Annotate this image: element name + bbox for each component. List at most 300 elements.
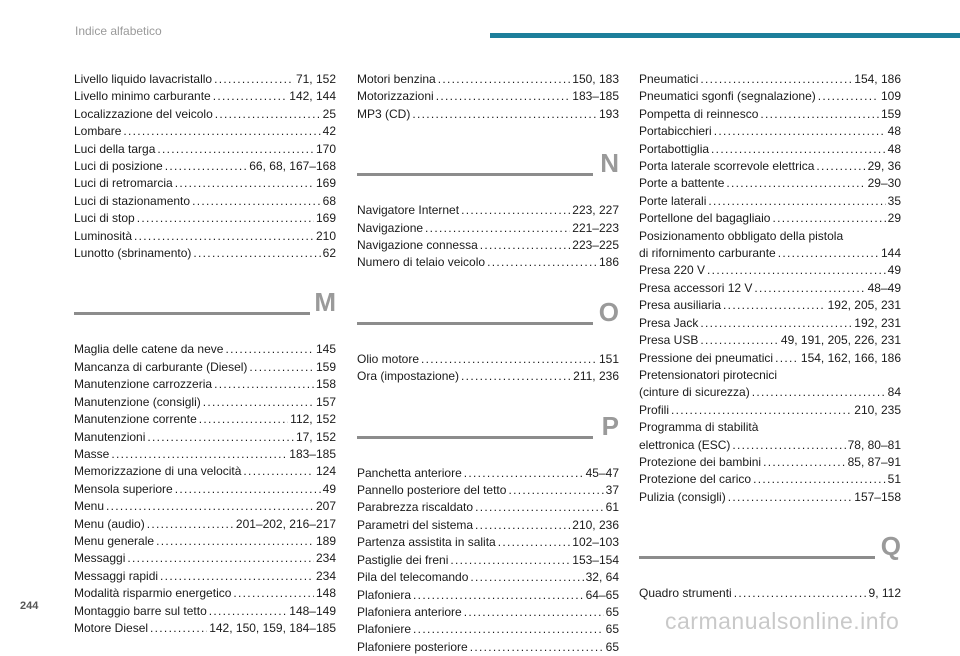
index-entry[interactable] [357, 351, 619, 368]
index-entry[interactable] [639, 454, 901, 471]
dot-leader [728, 489, 853, 506]
index-entry-term: Mancanza di carburante (Diesel) [74, 359, 248, 374]
index-entry-term: Localizzazione del veicolo [74, 106, 213, 121]
index-entry[interactable] [639, 245, 901, 262]
index-entry-term: Messaggi [74, 551, 126, 566]
index-entry-term: Luci di retromarcia [74, 176, 173, 191]
index-entry-term: Presa ausiliaria [639, 298, 722, 313]
index-entry[interactable] [639, 88, 901, 105]
dot-leader [165, 158, 248, 175]
index-entry-term: Navigazione connessa [357, 238, 478, 253]
index-entry-term: Presa 220 V [639, 263, 706, 278]
index-entry-pages: 35 [887, 193, 901, 208]
index-entry-pages: 65 [605, 622, 619, 637]
index-entry[interactable] [74, 376, 336, 393]
index-entry-pages: 192, 231 [854, 315, 901, 330]
index-entry-term: Protezione del carico [639, 472, 752, 487]
index-entry[interactable] [639, 193, 901, 210]
index-entry[interactable] [357, 604, 619, 621]
index-entry[interactable] [639, 210, 901, 227]
index-entry[interactable] [74, 481, 336, 498]
index-entry-term: Pila del telecomando [357, 570, 469, 585]
index-entry[interactable] [639, 158, 901, 175]
index-entry-term: Luci di posizione [74, 159, 163, 174]
dot-leader [425, 220, 570, 237]
index-entry-term: Pneumatici sgonfi (segnalazione) [639, 89, 816, 104]
index-entry[interactable] [639, 402, 901, 419]
index-entry-pages: 142, 150, 159, 184–185 [209, 620, 336, 635]
page-number: 244 [20, 600, 39, 612]
dot-leader [464, 465, 584, 482]
index-entry-pages: 102–103 [572, 535, 619, 550]
index-entry[interactable] [74, 498, 336, 515]
index-entry[interactable] [639, 332, 901, 349]
index-entry[interactable] [74, 106, 336, 123]
index-entry-pages: 66, 68, 167–168 [249, 159, 336, 174]
dot-leader [752, 384, 886, 401]
index-entry-pages: 29–30 [867, 176, 901, 191]
index-entry-pages: 210, 236 [572, 517, 619, 532]
index-entry-pages: 157 [315, 394, 336, 409]
dot-leader [818, 88, 879, 105]
dot-leader [461, 202, 570, 219]
index-entry[interactable] [74, 394, 336, 411]
section-letter: P [601, 410, 619, 441]
section-letter: M [314, 287, 336, 318]
index-entry-pages: 159 [315, 359, 336, 374]
index-entry-term: Portabottiglia [639, 141, 710, 156]
index-entry[interactable] [357, 517, 619, 534]
index-entry-pages: 48 [887, 141, 901, 156]
index-entry[interactable] [357, 465, 619, 482]
section-header [357, 410, 619, 460]
dot-leader [233, 585, 314, 602]
dot-leader [203, 394, 314, 411]
dot-leader [775, 350, 799, 367]
section-rule [639, 556, 875, 559]
index-entry-pages: 223, 227 [572, 203, 619, 218]
index-entry[interactable] [357, 106, 619, 123]
index-entry[interactable] [639, 123, 901, 140]
dot-leader [150, 620, 207, 637]
index-entry-term: Pompetta di reinnesco [639, 106, 759, 121]
index-entry-pages: 189 [315, 533, 336, 548]
index-entry-term: Plafoniera [357, 587, 412, 602]
index-entry-pages: 32, 64 [585, 570, 619, 585]
index-entry-pages: 170 [315, 141, 336, 156]
index-entry-term: Messaggi rapidi [74, 568, 159, 583]
index-entry-term: Motorizzazioni [357, 89, 434, 104]
index-entry-term: di rifornimento carburante [639, 246, 776, 261]
index-entry[interactable] [74, 429, 336, 446]
index-entry-pages: 29, 36 [867, 159, 901, 174]
index-entry-term: Memorizzazione di una velocità [74, 464, 242, 479]
index-entry-pages: 158 [315, 377, 336, 392]
index-entry[interactable] [74, 463, 336, 480]
index-entry-term: Partenza assistita in salita [357, 535, 496, 550]
dot-leader [723, 297, 826, 314]
index-entry-term: Pannello posteriore del tetto [357, 483, 507, 498]
index-entry-pages: 234 [315, 551, 336, 566]
section-header [74, 287, 336, 336]
index-entry-term: Quadro strumenti [639, 586, 732, 601]
index-entry-pages: 169 [315, 211, 336, 226]
index-entry-term: Montaggio barre sul tetto [74, 603, 207, 618]
dot-leader [157, 141, 314, 158]
dot-leader [243, 463, 314, 480]
index-entry-pages: 192, 205, 231 [827, 298, 901, 313]
dot-leader [470, 569, 583, 586]
dot-leader [225, 341, 314, 358]
dot-leader [413, 621, 604, 638]
dot-leader [778, 245, 879, 262]
index-entry[interactable] [74, 193, 336, 210]
index-entry-term: MP3 (CD) [357, 106, 411, 121]
index-entry[interactable] [74, 446, 336, 463]
index-entry[interactable] [357, 552, 619, 569]
dot-leader [711, 141, 886, 158]
index-entry-pages: 193 [598, 106, 619, 121]
index-entry[interactable] [639, 141, 901, 158]
section-header [357, 148, 619, 197]
index-entry[interactable] [74, 516, 336, 533]
index-entry[interactable] [639, 71, 901, 88]
index-entry-pages: 207 [315, 499, 336, 514]
index-entry-term: Livello minimo carburante [74, 89, 211, 104]
dot-leader [147, 429, 294, 446]
dot-leader [413, 587, 584, 604]
index-entry-term: Livello liquido lavacristallo [74, 72, 213, 86]
index-entry-term: Porte laterali [639, 193, 707, 208]
index-entry[interactable] [639, 489, 901, 506]
header-accent-bar [490, 33, 960, 38]
index-column-2 [357, 71, 619, 656]
dot-leader [412, 106, 597, 123]
index-entry-pages: 148–149 [289, 603, 336, 618]
section-letter: O [598, 296, 619, 327]
index-entry-pages: 78, 80–81 [847, 437, 901, 452]
index-entry[interactable] [357, 621, 619, 638]
index-entry-pages: 183–185 [289, 446, 336, 461]
index-entry-heading: Programma di stabilità [639, 420, 759, 435]
dot-leader [421, 351, 597, 368]
index-entry-pages: 49 [322, 481, 336, 496]
dot-leader [193, 245, 320, 262]
dot-leader [249, 359, 314, 376]
index-entry-term: Luci della targa [74, 141, 156, 156]
index-entry[interactable] [74, 411, 336, 428]
dot-leader [436, 88, 571, 105]
dot-leader [760, 106, 879, 123]
index-entry-pages: 68 [322, 193, 336, 208]
index-entry-pages: 148 [315, 586, 336, 601]
dot-leader [772, 210, 885, 227]
index-entry[interactable] [639, 437, 901, 454]
index-entry-pages: 37 [605, 483, 619, 498]
index-entry-term: Portabicchieri [639, 124, 712, 139]
dot-leader [671, 402, 852, 419]
index-entry-pages: 84 [887, 385, 901, 400]
dot-leader [726, 175, 865, 192]
index-entry-term: Motore Diesel [74, 620, 149, 635]
dot-leader [192, 193, 321, 210]
index-entry-pages: 151 [598, 351, 619, 366]
index-entry[interactable] [74, 533, 336, 550]
dot-leader [461, 368, 571, 385]
index-entry-pages: 64–65 [585, 587, 619, 602]
index-entry-pages: 49, 191, 205, 226, 231 [780, 333, 901, 348]
section-header [357, 296, 619, 346]
index-entry-term: Porta laterale scorrevole elettrica [639, 159, 815, 174]
index-entry-term: Portellone del bagagliaio [639, 211, 771, 226]
section-letter: N [600, 148, 619, 179]
index-entry-term: Parametri del sistema [357, 517, 474, 532]
section-rule [357, 322, 593, 325]
index-entry-pages: 169 [315, 176, 336, 191]
index-entry-term: (cinture di sicurezza) [639, 385, 750, 400]
dot-leader [732, 437, 845, 454]
watermark: carmanualsonline.info [665, 608, 900, 634]
index-entry-term: Presa accessori 12 V [639, 280, 753, 295]
index-entry-pages: 62 [322, 246, 336, 261]
index-entry-term: Masse [74, 446, 110, 461]
index-entry-term: Pastiglie dei freni [357, 552, 449, 567]
index-entry[interactable] [357, 534, 619, 551]
dot-leader [134, 228, 314, 245]
index-entry-pages: 29 [887, 211, 901, 226]
index-entry[interactable] [74, 123, 336, 140]
index-entry-pages: 109 [880, 89, 901, 104]
index-entry-term: Numero di telaio veicolo [357, 255, 486, 270]
dot-leader [714, 123, 886, 140]
dot-leader [754, 280, 865, 297]
index-entry[interactable] [74, 175, 336, 192]
index-entry-pages: 65 [605, 639, 619, 654]
index-entry-term: Profili [639, 402, 670, 417]
index-entry-term: Luci di stop [74, 211, 135, 226]
dot-leader [508, 482, 603, 499]
index-entry-pages: 210, 235 [854, 402, 901, 417]
index-entry-pages: 49 [887, 263, 901, 278]
section-rule [357, 173, 593, 176]
dot-leader [707, 262, 886, 279]
index-entry-pages: 210 [315, 228, 336, 243]
index-entry-pages: 153–154 [572, 552, 619, 567]
index-entry-term: Pulizia (consigli) [639, 489, 726, 504]
index-entry[interactable] [74, 550, 336, 567]
index-entry[interactable] [639, 175, 901, 192]
section-rule [357, 436, 593, 439]
index-entry-term: Luminosità [74, 228, 133, 243]
index-entry-pages: 221–223 [572, 220, 619, 235]
dot-leader [708, 193, 885, 210]
section-rule [74, 312, 310, 315]
dot-leader [475, 499, 604, 516]
dot-leader [175, 175, 314, 192]
dot-leader [816, 158, 865, 175]
index-entry-pages: 25 [322, 106, 336, 121]
dot-leader [498, 534, 571, 551]
index-entry[interactable] [74, 568, 336, 585]
index-entry-heading: Posizionamento obbligato della pistola [639, 228, 844, 243]
index-entry-term: Manutenzione carrozzeria [74, 377, 213, 392]
dot-leader [199, 411, 288, 428]
index-entry-term: Menu generale [74, 533, 155, 548]
index-entry-term: Menu (audio) [74, 516, 145, 531]
index-entry-term: Motori benzina [357, 72, 436, 86]
index-entry-term: Olio motore [357, 351, 420, 366]
index-entry[interactable] [74, 245, 336, 262]
index-entry-term: Presa USB [639, 333, 699, 348]
dot-leader [213, 88, 288, 105]
index-entry[interactable] [639, 106, 901, 123]
index-entry-pages: 157–158 [854, 489, 901, 504]
index-entry-term: Menu [74, 499, 105, 514]
index-entry-pages: 159 [880, 106, 901, 121]
dot-leader [160, 568, 314, 585]
index-entry[interactable] [74, 210, 336, 227]
dot-leader [700, 71, 852, 88]
index-entry-pages: 142, 144 [289, 89, 336, 104]
dot-leader [214, 71, 294, 88]
index-entry[interactable] [357, 482, 619, 499]
dot-leader [464, 604, 604, 621]
dot-leader [487, 254, 597, 271]
index-entry[interactable] [639, 471, 901, 488]
dot-leader [480, 237, 571, 254]
index-entry-pages: 85, 87–91 [847, 454, 901, 469]
section-header [639, 531, 901, 580]
index-entry[interactable] [357, 237, 619, 254]
index-entry[interactable] [357, 639, 619, 656]
index-entry-term: Presa Jack [639, 315, 699, 330]
index-entry-pages: 61 [605, 500, 619, 515]
index-entry-term: Maglia delle catene da neve [74, 342, 224, 357]
dot-leader [209, 603, 288, 620]
index-entry[interactable] [74, 158, 336, 175]
index-entry-term: Manutenzione (consigli) [74, 394, 201, 409]
dot-leader [700, 332, 779, 349]
index-entry-pages: 211, 236 [573, 369, 619, 384]
dot-leader [111, 446, 287, 463]
index-entry-term: Panchetta anteriore [357, 465, 462, 480]
index-entry-pages: 71, 152 [295, 72, 336, 86]
index-entry[interactable] [639, 280, 901, 297]
dot-leader [753, 471, 886, 488]
index-entry-pages: 51 [887, 472, 901, 487]
index-entry-term: Parabrezza riscaldato [357, 500, 474, 515]
index-entry[interactable] [74, 88, 336, 105]
index-entry-term: Plafoniera anteriore [357, 604, 462, 619]
index-entry-term: Pressione dei pneumatici [639, 350, 774, 365]
index-entry[interactable] [639, 585, 901, 602]
index-entry[interactable] [74, 359, 336, 376]
dot-leader [470, 639, 604, 656]
index-entry-pages: 145 [315, 342, 336, 357]
index-entry[interactable] [357, 220, 619, 237]
index-entry-term: Pneumatici [639, 72, 699, 86]
index-entry-term: Navigazione [357, 220, 424, 235]
dot-leader [763, 454, 846, 471]
index-entry-term: elettronica (ESC) [639, 437, 731, 452]
dot-leader [175, 481, 321, 498]
index-entry-term: Lunotto (sbrinamento) [74, 246, 192, 261]
index-entry[interactable] [357, 88, 619, 105]
index-entry[interactable] [357, 202, 619, 219]
index-entry-pages: 42 [322, 124, 336, 139]
index-entry[interactable] [74, 71, 336, 88]
index-entry[interactable] [639, 297, 901, 314]
index-entry-pages: 48 [887, 124, 901, 139]
index-entry-term: Manutenzione corrente [74, 412, 197, 427]
dot-leader [137, 210, 314, 227]
dot-leader [215, 106, 321, 123]
dot-leader [147, 516, 234, 533]
index-entry-term: Ora (impostazione) [357, 369, 460, 384]
index-entry[interactable] [357, 499, 619, 516]
index-entry-term: Protezione dei bambini [639, 454, 762, 469]
index-entry[interactable] [74, 228, 336, 245]
index-entry-pages: 65 [605, 604, 619, 619]
index-entry-pages: 112, 152 [290, 412, 336, 427]
dot-leader [123, 123, 320, 140]
index-entry[interactable] [74, 603, 336, 620]
dot-leader [700, 315, 852, 332]
index-entry-pages: 183–185 [572, 89, 619, 104]
index-entry-term: Manutenzioni [74, 429, 146, 444]
index-entry[interactable] [74, 141, 336, 158]
dot-leader [156, 533, 314, 550]
index-entry-term: Porte a battente [639, 176, 725, 191]
index-entry[interactable] [639, 384, 901, 401]
index-entry[interactable] [74, 620, 336, 637]
index-entry[interactable] [639, 262, 901, 279]
index-entry-pages: 48–49 [867, 280, 901, 295]
index-entry-pages: 201–202, 216–217 [235, 516, 336, 531]
dot-leader [214, 376, 314, 393]
index-entry-pages: 234 [315, 568, 336, 583]
dot-leader [475, 517, 570, 534]
index-entry[interactable] [639, 350, 901, 367]
index-entry-pages: 124 [315, 464, 336, 479]
index-entry-pages: 223–225 [572, 238, 619, 253]
index-entry-term: Navigatore Internet [357, 203, 460, 218]
dot-leader [450, 552, 570, 569]
index-entry[interactable] [74, 585, 336, 602]
index-entry-pages: 45–47 [585, 465, 619, 480]
index-entry-pages: 9, 112 [868, 586, 901, 601]
dot-leader [734, 585, 867, 602]
index-entry-term: Plafoniere posteriore [357, 639, 468, 654]
index-entry-term: Luci di stazionamento [74, 193, 191, 208]
index-entry-pages: 154, 186 [854, 72, 901, 86]
index-entry-heading: Pretensionatori pirotecnici [639, 367, 778, 382]
dot-leader [438, 71, 571, 88]
index-entry[interactable] [357, 587, 619, 604]
index-entry[interactable] [357, 368, 619, 385]
section-letter: Q [880, 531, 901, 562]
index-entry[interactable] [357, 254, 619, 271]
index-entry[interactable] [639, 315, 901, 332]
index-entry-term: Lombare [74, 124, 122, 139]
index-entry[interactable] [357, 569, 619, 586]
index-column-1 [74, 71, 336, 637]
index-entry-term: Modalità risparmio energetico [74, 586, 232, 601]
page-header-title: Indice alfabetico [75, 24, 162, 38]
index-entry[interactable] [74, 341, 336, 358]
index-entry[interactable] [357, 71, 619, 88]
index-entry-pages: 154, 162, 166, 186 [800, 350, 901, 365]
